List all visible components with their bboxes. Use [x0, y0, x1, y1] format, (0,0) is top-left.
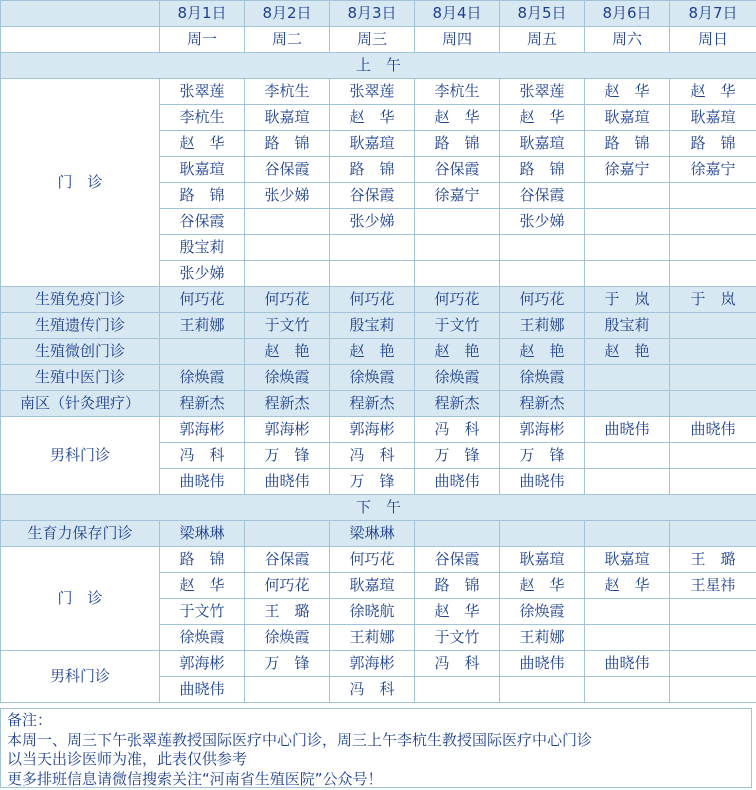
doctor-cell: 耿嘉瑄 — [500, 547, 585, 573]
doctor-cell: 赵 华 — [415, 599, 500, 625]
doctor-cell — [670, 339, 756, 365]
doctor-cell: 李杭生 — [160, 105, 245, 131]
weekday-header: 周四 — [415, 27, 500, 53]
doctor-cell — [670, 443, 756, 469]
doctor-cell: 曲晓伟 — [415, 469, 500, 495]
doctor-cell: 赵 艳 — [500, 339, 585, 365]
doctor-cell: 谷保霞 — [500, 183, 585, 209]
doctor-cell — [670, 521, 756, 547]
doctor-cell: 冯 科 — [415, 417, 500, 443]
doctor-cell: 万 锋 — [245, 443, 330, 469]
doctor-cell: 路 锦 — [670, 131, 756, 157]
doctor-cell — [585, 209, 670, 235]
doctor-cell — [585, 521, 670, 547]
weekday-header: 周日 — [670, 27, 756, 53]
doctor-cell: 万 锋 — [245, 651, 330, 677]
doctor-cell: 程新杰 — [330, 391, 415, 417]
doctor-cell: 何巧花 — [160, 287, 245, 313]
schedule-row — [1, 79, 756, 105]
doctor-cell: 王 璐 — [245, 599, 330, 625]
notes-title: 备注： — [7, 711, 53, 729]
schedule-row — [1, 417, 756, 443]
doctor-cell — [585, 677, 670, 703]
doctor-cell: 张少娣 — [160, 261, 245, 287]
doctor-cell: 路 锦 — [330, 157, 415, 183]
department-label: 门 诊 — [1, 547, 160, 651]
doctor-cell: 万 锋 — [415, 443, 500, 469]
doctor-cell — [670, 183, 756, 209]
doctor-cell: 曲晓伟 — [500, 651, 585, 677]
doctor-cell: 路 锦 — [415, 573, 500, 599]
doctor-cell: 徐焕霞 — [330, 365, 415, 391]
doctor-cell: 于文竹 — [245, 313, 330, 339]
doctor-cell — [500, 521, 585, 547]
doctor-cell — [670, 677, 756, 703]
doctor-cell: 路 锦 — [415, 131, 500, 157]
doctor-cell: 谷保霞 — [160, 209, 245, 235]
doctor-cell: 于 岚 — [585, 287, 670, 313]
doctor-cell: 赵 华 — [500, 573, 585, 599]
doctor-cell: 郭海彬 — [500, 417, 585, 443]
doctor-cell — [160, 339, 245, 365]
doctor-cell: 王莉娜 — [500, 313, 585, 339]
doctor-cell: 何巧花 — [415, 287, 500, 313]
doctor-cell: 王星祎 — [670, 573, 756, 599]
doctor-cell: 郭海彬 — [245, 417, 330, 443]
schedule-row — [1, 339, 756, 365]
doctor-cell: 赵 华 — [585, 79, 670, 105]
doctor-cell: 徐焕霞 — [500, 599, 585, 625]
doctor-cell: 赵 华 — [330, 105, 415, 131]
doctor-cell: 何巧花 — [500, 287, 585, 313]
doctor-cell — [670, 391, 756, 417]
weekday-header: 周一 — [160, 27, 245, 53]
schedule-row — [1, 365, 756, 391]
doctor-cell — [245, 521, 330, 547]
schedule-row — [1, 651, 756, 677]
doctor-cell: 耿嘉瑄 — [330, 131, 415, 157]
doctor-cell: 张少娣 — [245, 183, 330, 209]
doctor-cell: 王 璐 — [670, 547, 756, 573]
doctor-cell: 冯 科 — [415, 651, 500, 677]
doctor-cell: 曲晓伟 — [160, 469, 245, 495]
doctor-cell — [330, 235, 415, 261]
weekday-header: 周五 — [500, 27, 585, 53]
doctor-cell: 徐焕霞 — [160, 625, 245, 651]
doctor-cell: 徐焕霞 — [245, 365, 330, 391]
doctor-cell: 赵 华 — [160, 131, 245, 157]
doctor-cell — [670, 261, 756, 287]
doctor-cell: 徐焕霞 — [415, 365, 500, 391]
doctor-cell: 王莉娜 — [330, 625, 415, 651]
doctor-cell — [670, 469, 756, 495]
doctor-cell: 郭海彬 — [160, 651, 245, 677]
doctor-cell: 何巧花 — [330, 547, 415, 573]
doctor-cell — [670, 235, 756, 261]
doctor-cell: 殷宝莉 — [585, 313, 670, 339]
department-label: 男科门诊 — [1, 417, 160, 495]
doctor-cell: 程新杰 — [245, 391, 330, 417]
doctor-cell: 谷保霞 — [415, 547, 500, 573]
doctor-cell: 李杭生 — [415, 79, 500, 105]
doctor-cell: 赵 艳 — [585, 339, 670, 365]
notes-line: 本周一、周三下午张翠莲教授国际医疗中心门诊，周三上午李杭生教授国际医疗中心门诊 — [7, 730, 593, 749]
doctor-cell: 张翠莲 — [330, 79, 415, 105]
doctor-cell: 赵 华 — [160, 573, 245, 599]
doctor-cell: 徐嘉宁 — [585, 157, 670, 183]
doctor-cell: 郭海彬 — [330, 417, 415, 443]
date-header: 8月4日 — [415, 1, 500, 27]
schedule-row — [1, 391, 756, 417]
doctor-cell: 赵 华 — [500, 105, 585, 131]
date-header: 8月1日 — [160, 1, 245, 27]
doctor-cell: 于文竹 — [160, 599, 245, 625]
doctor-cell: 于文竹 — [415, 313, 500, 339]
doctor-cell: 曲晓伟 — [585, 417, 670, 443]
doctor-cell: 曲晓伟 — [500, 469, 585, 495]
doctor-cell: 赵 华 — [670, 79, 756, 105]
doctor-cell: 谷保霞 — [330, 183, 415, 209]
department-label: 生殖中医门诊 — [1, 365, 160, 391]
doctor-cell — [585, 443, 670, 469]
doctor-cell: 程新杰 — [500, 391, 585, 417]
corner-cell — [1, 1, 160, 27]
doctor-cell — [500, 261, 585, 287]
doctor-cell: 徐焕霞 — [500, 365, 585, 391]
schedule-row — [1, 287, 756, 313]
doctor-cell: 殷宝莉 — [160, 235, 245, 261]
doctor-cell: 于 岚 — [670, 287, 756, 313]
doctor-cell: 徐晓航 — [330, 599, 415, 625]
doctor-cell: 王莉娜 — [160, 313, 245, 339]
doctor-cell — [415, 677, 500, 703]
doctor-cell: 王莉娜 — [500, 625, 585, 651]
date-header: 8月7日 — [670, 1, 756, 27]
corner-cell — [1, 27, 160, 53]
doctor-cell: 张少娣 — [500, 209, 585, 235]
doctor-cell — [585, 625, 670, 651]
doctor-cell — [415, 261, 500, 287]
doctor-cell — [415, 521, 500, 547]
weekday-header: 周三 — [330, 27, 415, 53]
doctor-cell — [585, 391, 670, 417]
doctor-cell: 冯 科 — [330, 443, 415, 469]
doctor-cell — [585, 599, 670, 625]
doctor-cell — [245, 261, 330, 287]
section-row — [1, 495, 756, 521]
date-header: 8月3日 — [330, 1, 415, 27]
doctor-cell: 万 锋 — [500, 443, 585, 469]
doctor-cell: 徐嘉宁 — [670, 157, 756, 183]
doctor-cell — [245, 677, 330, 703]
doctor-cell: 徐焕霞 — [245, 625, 330, 651]
notes-line: 更多排班信息请微信搜索关注“河南省生殖医院”公众号！ — [7, 769, 383, 788]
doctor-cell: 张翠莲 — [160, 79, 245, 105]
doctor-cell: 于文竹 — [415, 625, 500, 651]
doctor-cell — [585, 469, 670, 495]
doctor-cell: 曲晓伟 — [160, 677, 245, 703]
doctor-cell: 程新杰 — [415, 391, 500, 417]
doctor-cell: 程新杰 — [160, 391, 245, 417]
doctor-cell: 梁琳琳 — [160, 521, 245, 547]
doctor-cell: 路 锦 — [160, 547, 245, 573]
weekday-header: 周二 — [245, 27, 330, 53]
department-label: 生殖免疫门诊 — [1, 287, 160, 313]
doctor-cell: 耿嘉瑄 — [330, 573, 415, 599]
doctor-cell — [585, 235, 670, 261]
doctor-cell — [670, 313, 756, 339]
doctor-cell — [245, 209, 330, 235]
schedule-row — [1, 521, 756, 547]
doctor-cell: 郭海彬 — [330, 651, 415, 677]
doctor-cell: 赵 艳 — [330, 339, 415, 365]
doctor-cell — [330, 261, 415, 287]
doctor-cell: 张翠莲 — [500, 79, 585, 105]
doctor-cell: 何巧花 — [245, 573, 330, 599]
doctor-cell: 殷宝莉 — [330, 313, 415, 339]
doctor-cell — [415, 235, 500, 261]
doctor-cell — [245, 235, 330, 261]
doctor-cell: 赵 艳 — [415, 339, 500, 365]
doctor-cell — [585, 365, 670, 391]
date-header-row — [1, 1, 756, 27]
department-label: 南区（针灸理疗） — [1, 391, 160, 417]
doctor-cell: 耿嘉瑄 — [585, 105, 670, 131]
doctor-cell: 赵 艳 — [245, 339, 330, 365]
doctor-cell: 赵 华 — [585, 573, 670, 599]
doctor-cell — [500, 677, 585, 703]
doctor-cell: 赵 华 — [415, 105, 500, 131]
department-label: 男科门诊 — [1, 651, 160, 703]
doctor-cell — [585, 183, 670, 209]
doctor-cell: 耿嘉瑄 — [160, 157, 245, 183]
doctor-cell — [670, 365, 756, 391]
date-header: 8月6日 — [585, 1, 670, 27]
doctor-cell: 谷保霞 — [245, 157, 330, 183]
doctor-cell — [415, 209, 500, 235]
doctor-cell: 万 锋 — [330, 469, 415, 495]
doctor-cell: 郭海彬 — [160, 417, 245, 443]
doctor-cell: 冯 科 — [330, 677, 415, 703]
doctor-cell: 曲晓伟 — [670, 417, 756, 443]
notes-line: 以当天出诊医师为准，此表仅供参考 — [7, 750, 248, 768]
doctor-cell: 耿嘉瑄 — [500, 131, 585, 157]
department-label: 门 诊 — [1, 79, 160, 287]
doctor-cell — [670, 599, 756, 625]
date-header: 8月2日 — [245, 1, 330, 27]
doctor-cell: 徐焕霞 — [160, 365, 245, 391]
doctor-cell: 路 锦 — [245, 131, 330, 157]
doctor-cell — [670, 651, 756, 677]
doctor-cell: 徐嘉宁 — [415, 183, 500, 209]
section-row — [1, 53, 756, 79]
weekday-header-row — [1, 27, 756, 53]
schedule-row — [1, 313, 756, 339]
doctor-cell: 梁琳琳 — [330, 521, 415, 547]
doctor-cell: 路 锦 — [500, 157, 585, 183]
doctor-cell: 路 锦 — [585, 131, 670, 157]
doctor-cell: 耿嘉瑄 — [670, 105, 756, 131]
department-label: 生殖遗传门诊 — [1, 313, 160, 339]
doctor-cell — [585, 261, 670, 287]
doctor-cell: 冯 科 — [160, 443, 245, 469]
schedule-row — [1, 547, 756, 573]
section-label: 下 午 — [1, 495, 756, 521]
doctor-cell: 曲晓伟 — [585, 651, 670, 677]
doctor-cell — [670, 209, 756, 235]
doctor-cell: 何巧花 — [330, 287, 415, 313]
doctor-cell: 路 锦 — [160, 183, 245, 209]
doctor-cell: 何巧花 — [245, 287, 330, 313]
date-header: 8月5日 — [500, 1, 585, 27]
doctor-cell: 耿嘉瑄 — [585, 547, 670, 573]
doctor-cell: 曲晓伟 — [245, 469, 330, 495]
notes-box — [0, 708, 752, 788]
doctor-cell: 谷保霞 — [415, 157, 500, 183]
doctor-cell: 谷保霞 — [245, 547, 330, 573]
weekday-header: 周六 — [585, 27, 670, 53]
doctor-cell: 李杭生 — [245, 79, 330, 105]
department-label: 生殖微创门诊 — [1, 339, 160, 365]
doctor-cell: 耿嘉瑄 — [245, 105, 330, 131]
doctor-cell: 张少娣 — [330, 209, 415, 235]
doctor-cell — [500, 235, 585, 261]
doctor-cell — [670, 625, 756, 651]
department-label: 生育力保存门诊 — [1, 521, 160, 547]
section-label: 上 午 — [1, 53, 756, 79]
